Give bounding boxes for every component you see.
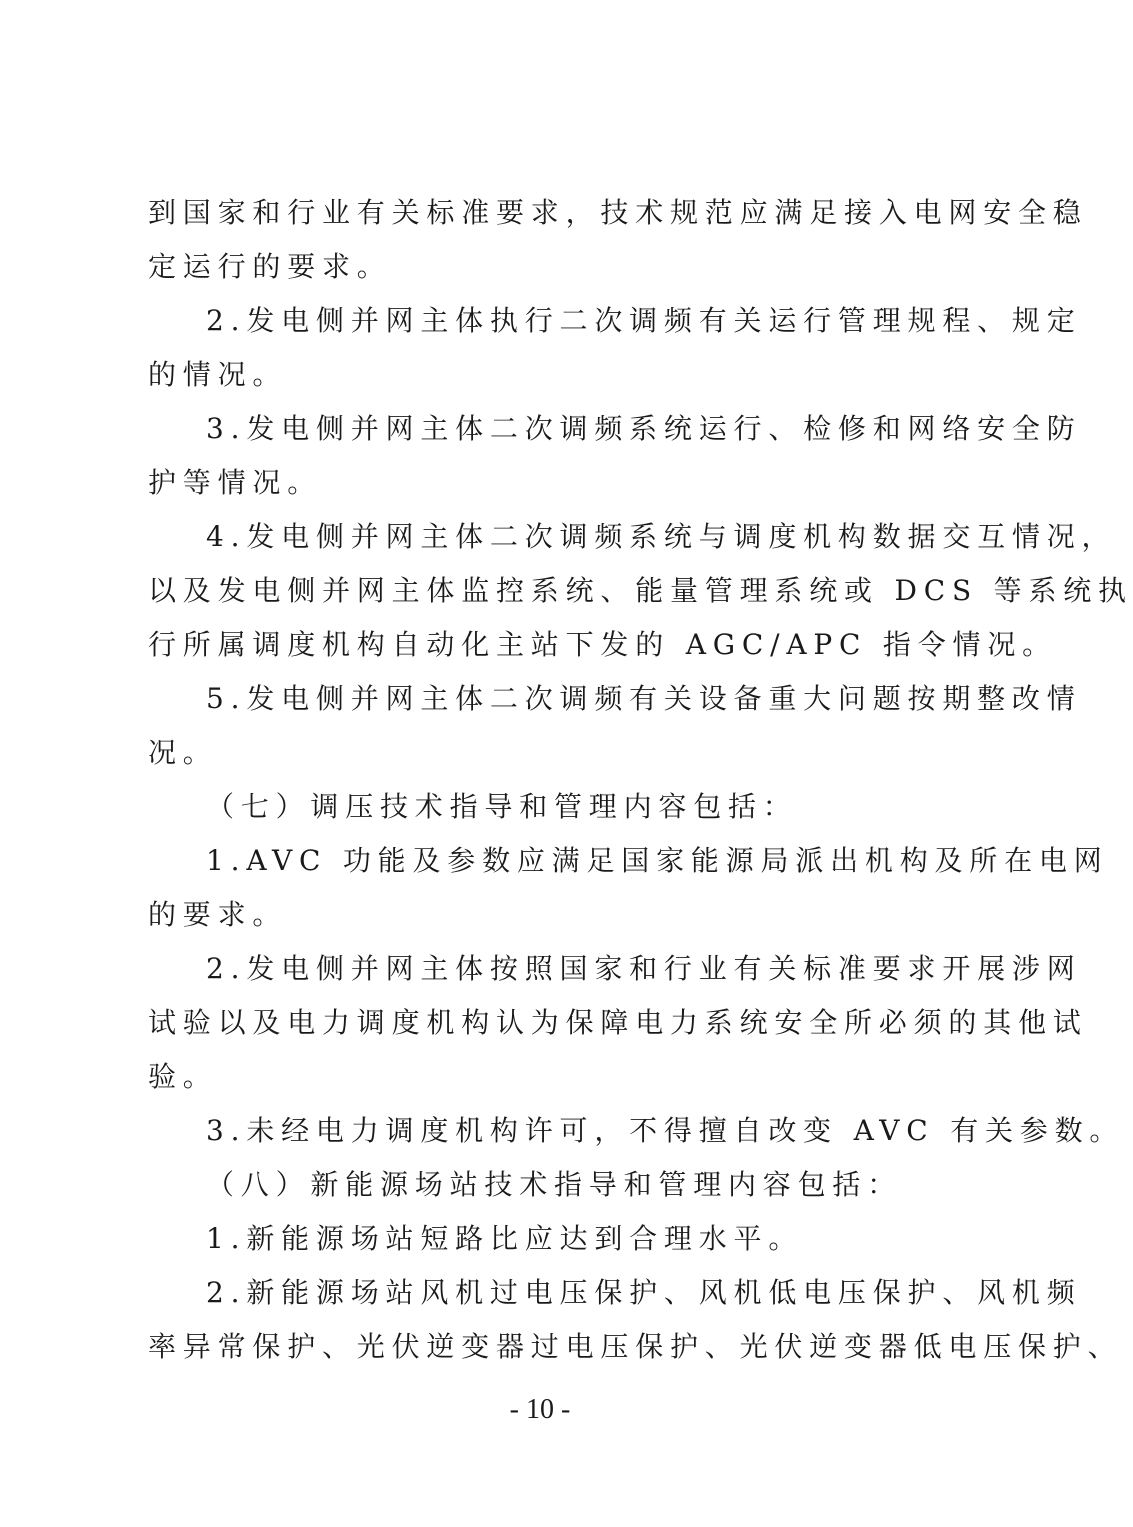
text-line: 5.发电侧并网主体二次调频有关设备重大问题按期整改情: [206, 682, 1082, 715]
text-line: 的要求。: [148, 898, 288, 931]
text-line: 行所属调度机构自动化主站下发的 AGC/APC 指令情况。: [148, 628, 1057, 661]
text-line: 定运行的要求。: [148, 250, 392, 283]
body-text: [148, 186, 1133, 1374]
text-line: 3.未经电力调度机构许可，不得擅自改变 AVC 有关参数。: [206, 1114, 1125, 1147]
section-heading: （八）新能源场站技术指导和管理内容包括：: [206, 1168, 903, 1201]
text-line: 到国家和行业有关标准要求，技术规范应满足接入电网安全稳: [148, 196, 1088, 229]
text-line: 2.发电侧并网主体按照国家和行业有关标准要求开展涉网: [206, 952, 1082, 985]
page-number: - 10 -: [509, 1394, 571, 1425]
text-line: 率异常保护、光伏逆变器过电压保护、光伏逆变器低电压保护、: [148, 1330, 1123, 1363]
text-line: 2.发电侧并网主体执行二次调频有关运行管理规程、规定: [206, 304, 1082, 337]
text-line: 3.发电侧并网主体二次调频系统运行、检修和网络安全防: [206, 412, 1082, 445]
text-line: 护等情况。: [148, 466, 323, 499]
text-line: 2.新能源场站风机过电压保护、风机低电压保护、风机频: [206, 1276, 1082, 1309]
text-line: 1.新能源场站短路比应达到合理水平。: [206, 1222, 804, 1255]
text-line: 的情况。: [148, 358, 288, 391]
text-line: 试验以及电力调度机构认为保障电力系统安全所必须的其他试: [148, 1006, 1088, 1039]
text-line: 1.AVC 功能及参数应满足国家能源局派出机构及所在电网: [206, 844, 1109, 877]
text-line: 以及发电侧并网主体监控系统、能量管理系统或 DCS 等系统执: [148, 574, 1133, 607]
section-heading: （七）调压技术指导和管理内容包括：: [206, 790, 798, 823]
text-line: 4.发电侧并网主体二次调频系统与调度机构数据交互情况，: [206, 520, 1117, 553]
text-line: 况。: [148, 736, 218, 769]
text-line: 验。: [148, 1060, 218, 1093]
